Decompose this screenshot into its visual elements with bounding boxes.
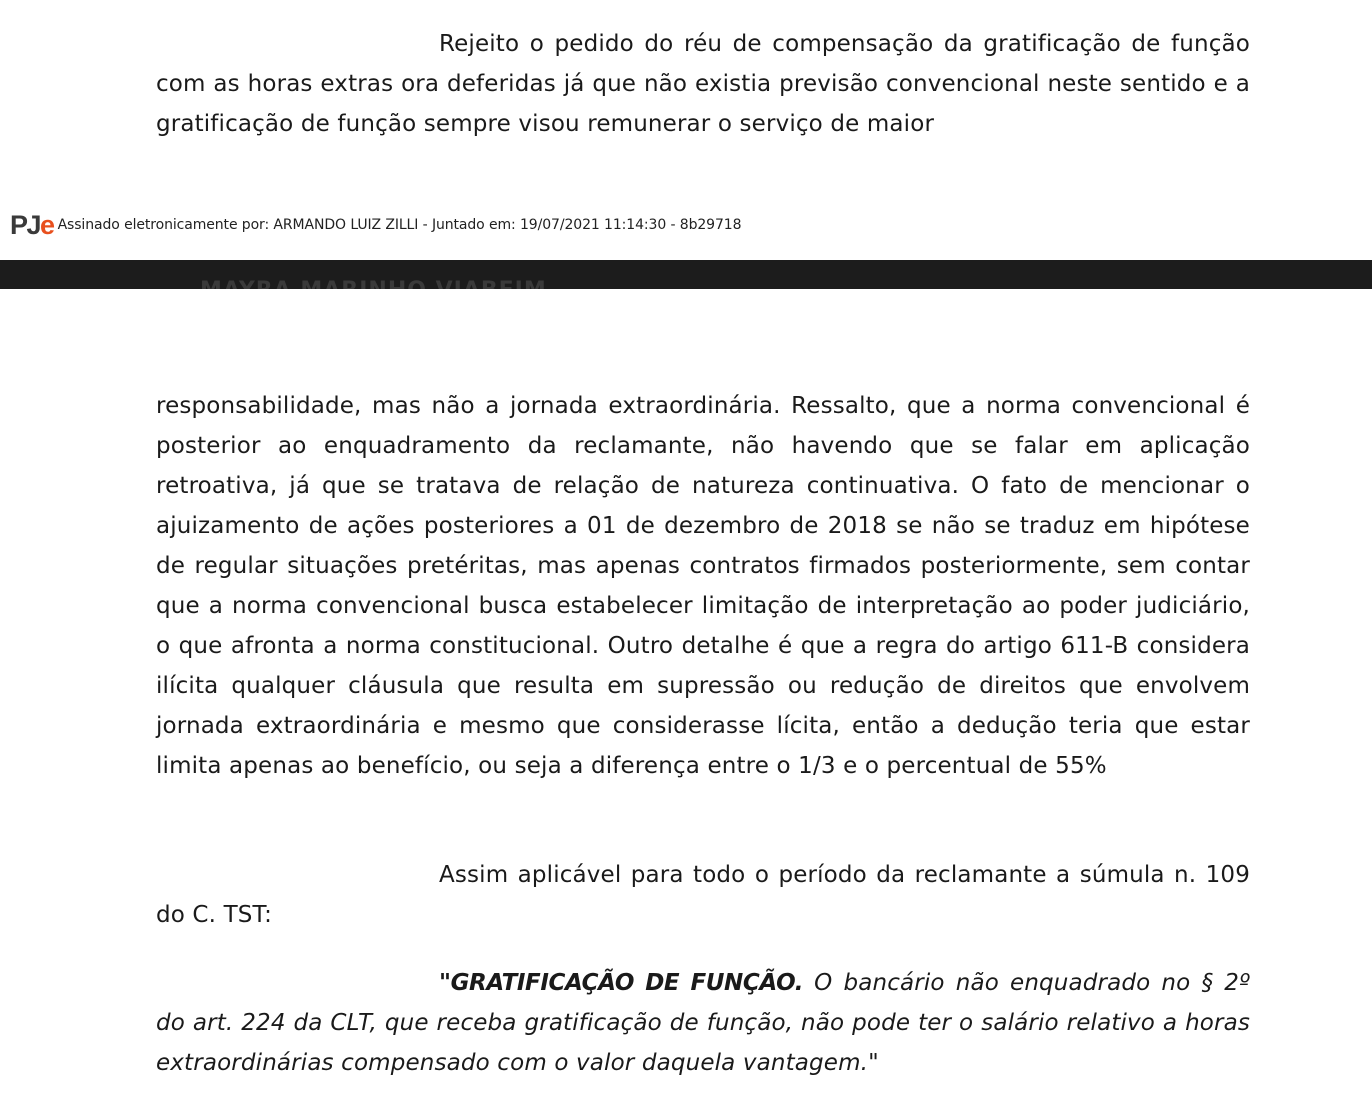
- paragraph-sumula-reference: Assim aplicável para todo o período da reclamante a súmula n. 109 do C. TST:: [156, 862, 1250, 928]
- document-page-top: [0, 0, 1372, 260]
- pje-logo-e: e: [40, 209, 54, 240]
- sumula-quote-title: "GRATIFICAÇÃO DE FUNÇÃO.: [439, 970, 804, 996]
- sumula-quote: [156, 963, 1250, 1083]
- paragraph-compensation-rejection: Rejeito o pedido do réu de compensação da gratificação de função com as horas extras ora deferidas já que não existia previsão convencional neste sentido e a gratificação de função sempre visou remunerar o serviço de maior: [156, 31, 1250, 137]
- pje-logo-pj: PJ: [10, 209, 41, 240]
- signature-text: Assinado eletronicamente por: ARMANDO LUIZ ZILLI - Juntado em: 19/07/2021 11:14:30 - 8b29718: [57, 217, 742, 233]
- pje-logo: [10, 210, 54, 241]
- electronic-signature-footer: [10, 208, 741, 242]
- sumula-quote-body: O bancário não enquadrado no § 2º do art. 224 da CLT, que receba gratificação de função, não pode ter o salário relativo a horas extraordinárias compensado com o valor daquela vantagem.": [156, 970, 1250, 1076]
- paragraph-responsibility-argument: responsabilidade, mas não a jornada extraordinária. Ressalto, que a norma convencional é posterior ao enquadramento da reclamante, não havendo que se falar em aplicação retroativa, já que se tratava de relação de natureza continuativa. O fato de mencionar o ajuizamento de ações posteriores a 01 de dezembro de 2018 se não se traduz em hipótese de regular situações pretéritas, mas apenas contratos firmados posteriormente, sem contar que a norma convencional busca estabelecer limitação de interpretação ao poder judiciário, o que afronta a norma constitucional. Outro detalhe é que a regra do artigo 611-B considera ilícita qualquer cláusula que resulta em supressão ou redução de direitos que envolvem jornada extraordinária e mesmo que considerasse lícita, então a dedução teria que estar limita apenas ao benefício, ou seja a diferença entre o 1/3 e o percentual de 55%: [156, 393, 1250, 779]
- page-divider: [0, 260, 1372, 289]
